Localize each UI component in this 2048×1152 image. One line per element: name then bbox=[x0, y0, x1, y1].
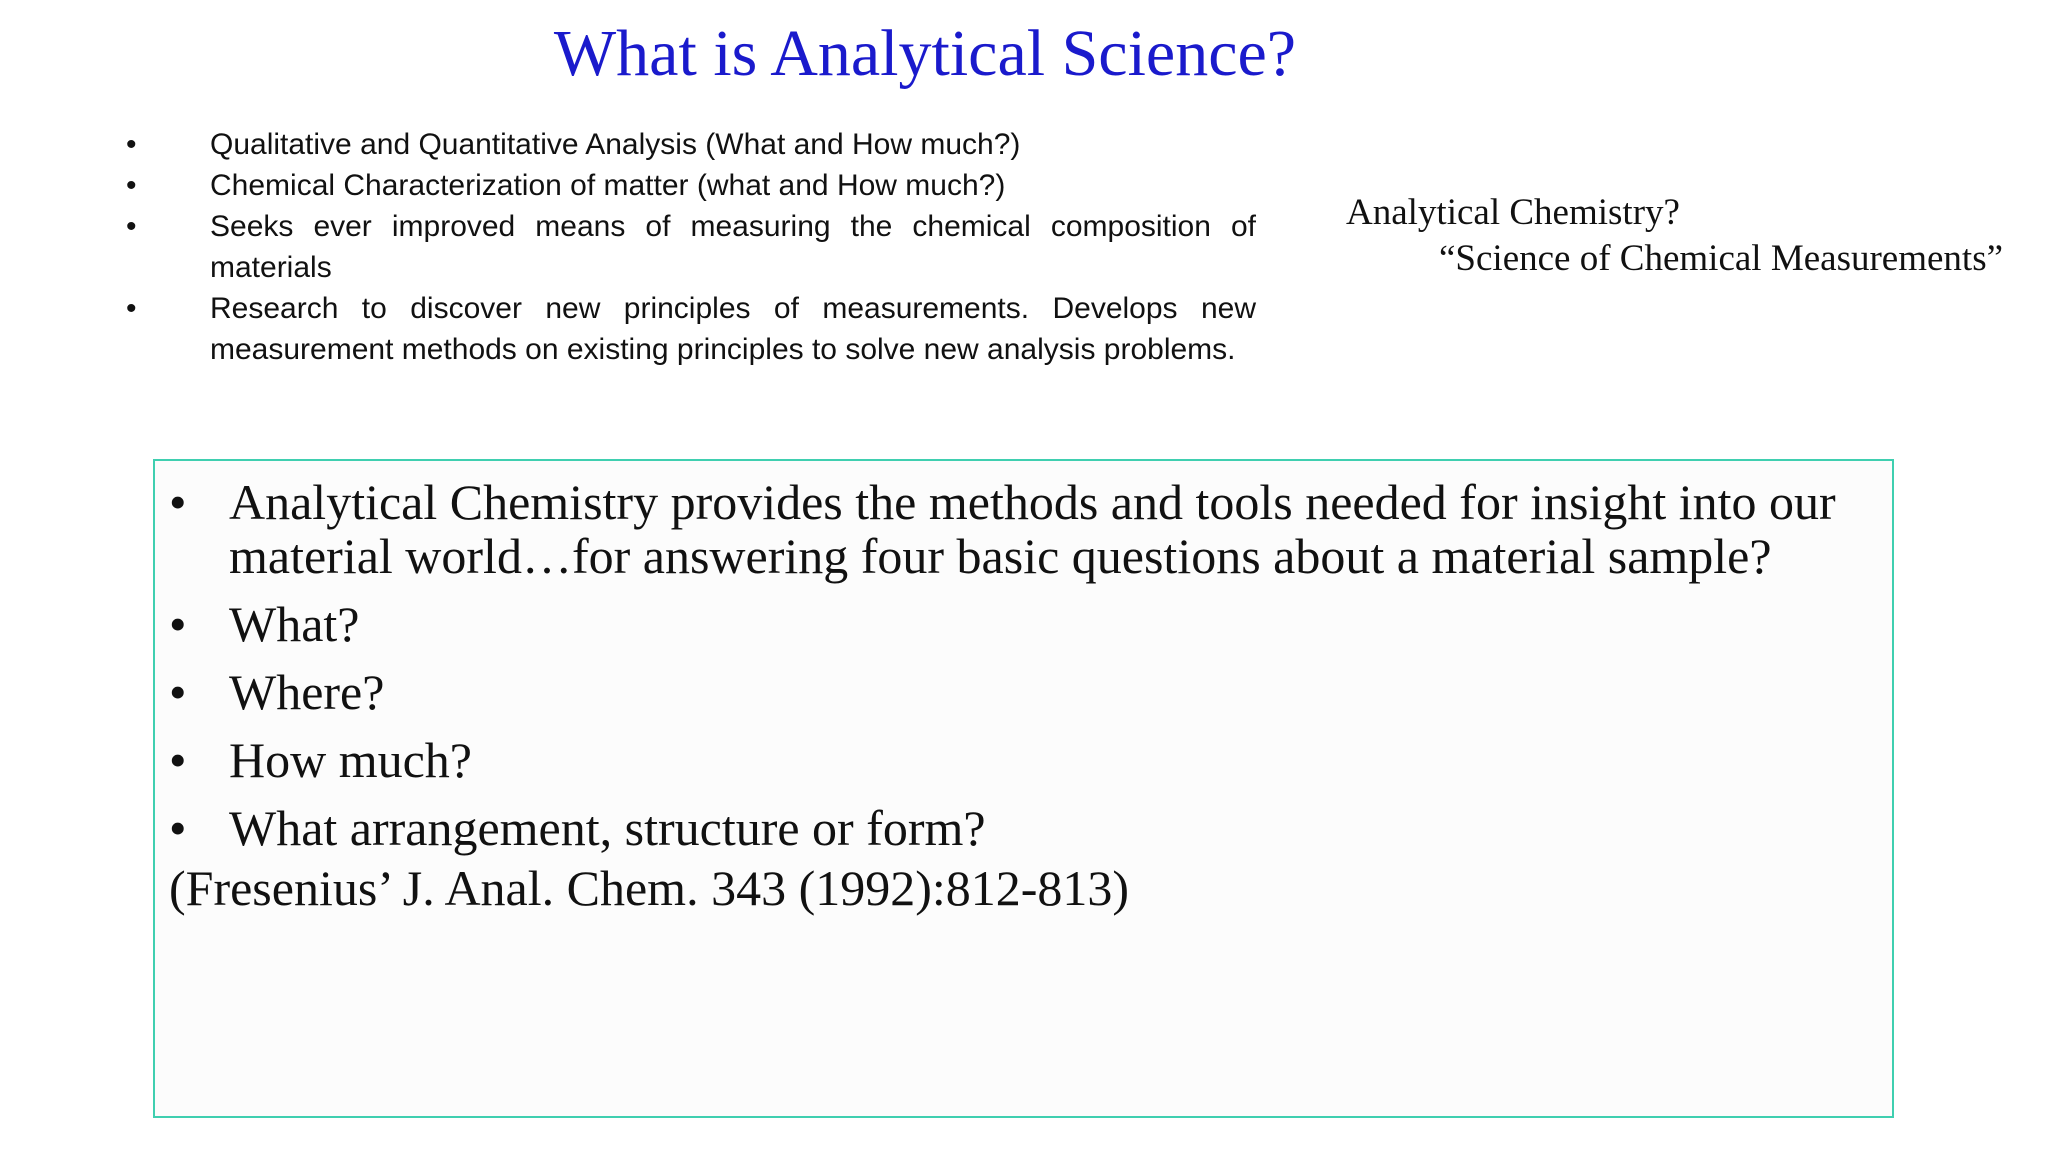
bullet-icon: • bbox=[126, 128, 137, 161]
side-note-definition: “Science of Chemical Measurements” bbox=[1439, 238, 2004, 279]
list-item bbox=[126, 165, 1256, 206]
bullet-text: Analytical Chemistry provides the methods and tools needed for insight into our material world…for answering four basic questions about a material sample? bbox=[229, 474, 1836, 584]
list-item bbox=[169, 597, 1884, 651]
bullet-text: What? bbox=[229, 596, 360, 652]
bullet-text: Qualitative and Quantitative Analysis (What and How much?) bbox=[210, 128, 1021, 161]
list-item bbox=[169, 665, 1884, 719]
questions-bullet-list bbox=[169, 475, 1884, 869]
bullet-text: Research to discover new principles of measurements. Develops new measurement methods on existing principles to solve new analysis problems. bbox=[210, 292, 1256, 366]
list-item bbox=[126, 206, 1256, 288]
bullet-icon: • bbox=[169, 664, 187, 720]
list-item bbox=[126, 124, 1256, 165]
definition-bullet-list bbox=[126, 124, 1256, 370]
bullet-icon: • bbox=[126, 292, 137, 325]
bullet-icon: • bbox=[126, 169, 137, 202]
bullet-text: Where? bbox=[229, 664, 385, 720]
side-note-question: Analytical Chemistry? bbox=[1346, 192, 1680, 233]
side-note bbox=[1346, 190, 2026, 282]
bullet-text: Seeks ever improved means of measuring the chemical composition of materials bbox=[210, 210, 1256, 284]
list-item bbox=[169, 475, 1884, 583]
bullet-icon: • bbox=[126, 210, 137, 243]
bullet-icon: • bbox=[169, 474, 187, 530]
slide-title: What is Analytical Science? bbox=[553, 17, 1297, 90]
questions-box bbox=[153, 459, 1894, 1118]
bullet-text: What arrangement, structure or form? bbox=[229, 800, 986, 856]
bullet-icon: • bbox=[169, 800, 187, 856]
list-item bbox=[169, 801, 1884, 855]
bullet-text: Chemical Characterization of matter (what and How much?) bbox=[210, 169, 1006, 202]
bullet-icon: • bbox=[169, 596, 187, 652]
list-item bbox=[169, 733, 1884, 787]
bullet-text: How much? bbox=[229, 732, 472, 788]
citation: (Fresenius’ J. Anal. Chem. 343 (1992):812-813) bbox=[169, 860, 1130, 916]
bullet-icon: • bbox=[169, 732, 187, 788]
list-item bbox=[126, 288, 1256, 370]
